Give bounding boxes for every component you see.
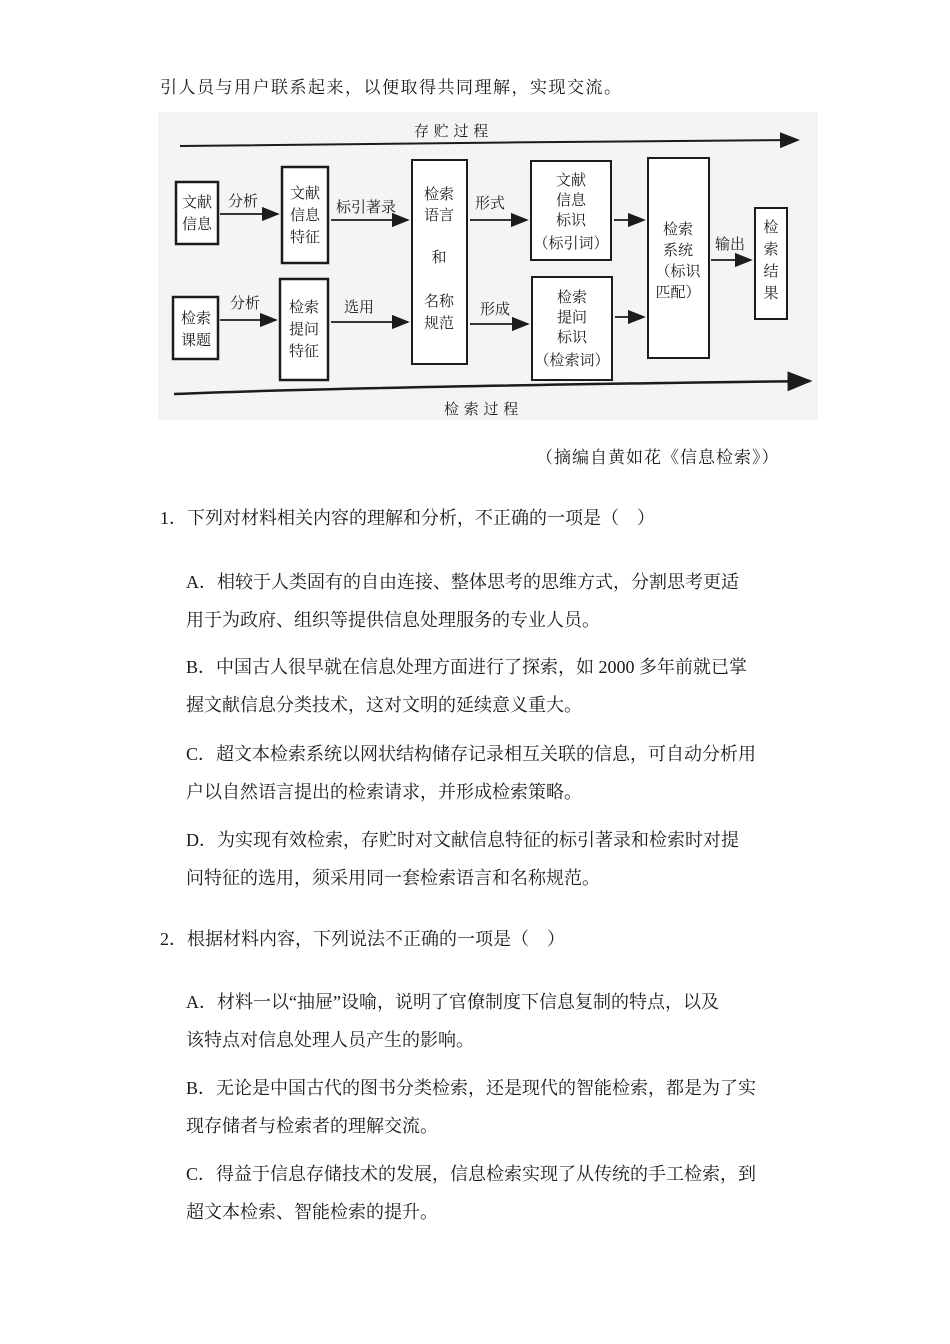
svg-text:名称: 名称 <box>423 292 455 310</box>
svg-text:信息: 信息 <box>181 215 213 233</box>
box-retrieval-language <box>412 160 467 364</box>
source-note: （摘编自黄如花《信息检索》） <box>536 448 780 468</box>
storage-flow-arrow <box>180 140 798 146</box>
svg-text:系统: 系统 <box>662 241 694 259</box>
svg-text:规范: 规范 <box>423 314 455 332</box>
svg-text:语言: 语言 <box>423 206 455 224</box>
box-query-topic <box>173 297 218 359</box>
label-output: 输出 <box>715 235 746 253</box>
question-1-title: 1．下列对材料相关内容的理解和分析，不正确的一项是（ ） <box>160 508 655 528</box>
question-2-option-c: C．得益于信息存储技术的发展，信息检索实现了从传统的手工检索，到 超文本检索、智能检索的提升。 <box>186 1164 757 1222</box>
svg-text:果: 果 <box>763 284 779 302</box>
svg-text:特征: 特征 <box>288 342 320 360</box>
svg-text:（检索词）: （检索词） <box>534 351 610 369</box>
box-result <box>755 208 787 319</box>
box-doc-identifier <box>531 161 611 260</box>
svg-text:检索: 检索 <box>423 185 455 203</box>
label-analyze-top: 分析 <box>228 192 259 210</box>
svg-text:课题: 课题 <box>180 331 212 349</box>
top-flow-label: 存 贮 过 程 <box>414 122 489 140</box>
svg-text:检索: 检索 <box>556 288 588 306</box>
question-1-option-d: D．为实现有效检索，存贮时对文献信息特征的标引著录和检索时对提 问特征的选用，须采用同一套检索语言和名称规范。 <box>186 830 739 888</box>
label-analyze-bottom: 分析 <box>230 294 261 312</box>
question-2-title: 2．根据材料内容，下列说法不正确的一项是（ ） <box>160 929 565 949</box>
box-doc-features <box>282 167 328 263</box>
svg-text:提问: 提问 <box>288 320 320 338</box>
question-2-option-b: B．无论是中国古代的图书分类检索，还是现代的智能检索，都是为了实 现存储者与检索者的理解交流。 <box>186 1078 757 1136</box>
box-query-identifier <box>532 277 612 380</box>
svg-text:文献: 文献 <box>555 171 587 189</box>
label-form-bottom: 形成 <box>480 300 511 318</box>
svg-text:检索: 检索 <box>180 309 212 327</box>
svg-text:（标引词）: （标引词） <box>533 234 609 252</box>
svg-text:（标识: （标识 <box>655 262 701 280</box>
svg-text:结: 结 <box>763 262 779 280</box>
box-doc-info <box>176 182 218 244</box>
svg-text:检: 检 <box>763 218 779 236</box>
svg-text:检索: 检索 <box>662 220 694 238</box>
svg-text:信息: 信息 <box>289 206 321 224</box>
label-select: 选用 <box>344 298 375 316</box>
box-retrieval-system <box>648 158 709 358</box>
retrieval-flow-arrow <box>174 381 810 394</box>
svg-text:提问: 提问 <box>556 308 588 326</box>
question-1-option-b: B．中国古人很早就在信息处理方面进行了探索，如 2000 多年前就已掌 握文献信息分类技术，这对文明的延续意义重大。 <box>186 657 748 715</box>
question-2-option-a: A．材料一以“抽屉”设喻，说明了官僚制度下信息复制的特点，以及 该特点对信息处理人员产生的影响。 <box>186 992 719 1050</box>
box-query-features <box>280 279 328 380</box>
intro-text: 引人员与用户联系起来，以便取得共同理解，实现交流。 <box>160 78 623 98</box>
svg-text:标识: 标识 <box>556 328 588 346</box>
label-indexing: 标引著录 <box>336 198 397 216</box>
svg-text:索: 索 <box>763 240 779 258</box>
svg-text:匹配）: 匹配） <box>655 283 701 301</box>
bottom-flow-label: 检 索 过 程 <box>444 400 519 418</box>
svg-text:文献: 文献 <box>181 193 213 211</box>
svg-text:检索: 检索 <box>288 298 320 316</box>
question-1-option-c: C．超文本检索系统以网状结构储存记录相互关联的信息，可自动分析用 户以自然语言提出的检索请求，并形成检索策略。 <box>186 744 757 802</box>
question-1-option-a: A．相较于人类固有的自由连接、整体思考的思维方式，分割思考更适 用于为政府、组织等提供信息处理服务的专业人员。 <box>186 572 739 630</box>
flow-diagram <box>158 112 818 420</box>
svg-text:和: 和 <box>431 248 447 266</box>
svg-text:文献: 文献 <box>289 184 321 202</box>
svg-text:特征: 特征 <box>289 228 321 246</box>
svg-text:标识: 标识 <box>555 211 587 229</box>
label-form-top: 形式 <box>475 194 506 212</box>
svg-text:信息: 信息 <box>555 191 587 209</box>
